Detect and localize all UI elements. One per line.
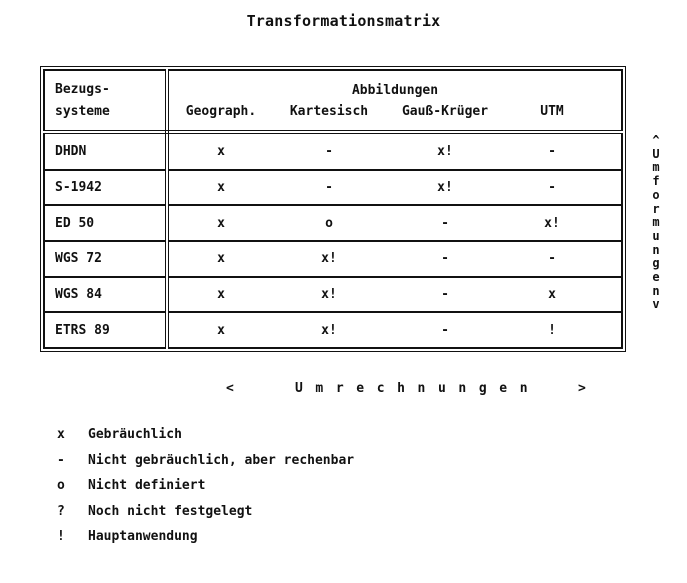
legend-symbol: x <box>57 427 65 442</box>
row-label-ed50: ED 50 <box>44 205 167 241</box>
header-row <box>44 70 622 132</box>
matrix-cell: x! <box>321 286 337 302</box>
matrix-cell: x <box>217 251 225 267</box>
legend-item <box>57 504 354 530</box>
row-label-wgs84: WGS 84 <box>44 277 167 313</box>
legend <box>57 427 354 555</box>
vertical-letter: U <box>652 146 660 161</box>
table-row <box>44 170 622 206</box>
vertical-letter: m <box>652 215 660 230</box>
reference-systems-header <box>44 70 167 132</box>
matrix-cell: - <box>441 286 449 302</box>
legend-item <box>57 427 354 453</box>
row-label-etrs89: ETRS 89 <box>44 312 167 348</box>
legend-symbol: o <box>57 478 65 493</box>
matrix-table <box>43 69 623 349</box>
vertical-letter: e <box>652 270 660 285</box>
legend-item <box>57 453 354 479</box>
matrix-cell: x! <box>437 180 453 196</box>
column-header-kartesisch: Kartesisch <box>289 103 369 119</box>
table-row <box>44 277 622 313</box>
matrix-cell: x <box>217 143 225 159</box>
vertical-label-umformungen <box>648 134 664 312</box>
matrix-cell: - <box>548 251 556 267</box>
row-label-dhdn: DHDN <box>44 132 167 170</box>
arrow-down-icon: v <box>652 297 660 312</box>
column-header-geograph: Geograph. <box>185 103 257 119</box>
vertical-letter: g <box>652 256 660 271</box>
column-header-gauss-krueger: Gauß-Krüger <box>401 103 489 119</box>
matrix-cell: x <box>548 286 556 302</box>
row-label-wgs72: WGS 72 <box>44 241 167 277</box>
table-row <box>44 132 622 170</box>
table-row <box>44 205 622 241</box>
matrix-cell: - <box>441 251 449 267</box>
legend-text: Gebräuchlich <box>88 427 182 442</box>
matrix-cell: - <box>548 180 556 196</box>
matrix-cell: o <box>325 215 333 231</box>
table-row <box>44 312 622 348</box>
legend-text: Noch nicht festgelegt <box>88 503 253 519</box>
row-label-s1942: S-1942 <box>44 170 167 206</box>
vertical-letter: n <box>652 242 660 257</box>
vertical-letter: m <box>652 160 660 175</box>
matrix-cell: - <box>325 180 333 196</box>
projections-group-label: Abbildungen <box>351 82 439 98</box>
table-row <box>44 241 622 277</box>
legend-symbol: ? <box>57 503 65 519</box>
arrow-right-icon: > <box>578 381 586 396</box>
matrix-cell: x <box>217 215 225 231</box>
header-left-line2: systeme <box>55 103 110 119</box>
matrix-cell: - <box>325 143 333 159</box>
horizontal-label-umrechnungen <box>0 381 687 399</box>
legend-item <box>57 529 354 555</box>
vertical-letter: r <box>652 201 660 216</box>
vertical-letter: f <box>652 174 660 189</box>
matrix-cell: x! <box>544 215 560 231</box>
matrix-cell: x! <box>437 143 453 159</box>
matrix-cell: x! <box>321 322 337 338</box>
legend-text: Nicht gebräuchlich, aber rechenbar <box>88 452 355 468</box>
matrix-cell: x <box>217 286 225 302</box>
matrix-cell: x <box>217 322 225 338</box>
page-title: Transformationsmatrix <box>246 12 441 30</box>
projections-header <box>167 70 622 132</box>
legend-text: Nicht definiert <box>88 478 206 493</box>
legend-text: Hauptanwendung <box>88 529 198 544</box>
matrix-cell: ! <box>548 322 556 338</box>
legend-symbol: - <box>57 452 65 468</box>
vertical-letter: n <box>652 283 660 298</box>
transformation-matrix <box>40 66 626 352</box>
vertical-letter: u <box>652 228 660 243</box>
vertical-letter: o <box>652 187 660 202</box>
header-left-line1: Bezugs- <box>55 81 110 97</box>
matrix-cell: - <box>441 322 449 338</box>
arrow-up-icon: ^ <box>652 133 660 147</box>
column-header-utm: UTM <box>540 103 564 119</box>
arrow-left-icon: < <box>226 381 234 396</box>
umrechnungen-label: Umrechnungen <box>295 381 541 396</box>
matrix-cell: x! <box>321 251 337 267</box>
matrix-cell: - <box>548 143 556 159</box>
matrix-cell: - <box>441 215 449 231</box>
legend-item <box>57 478 354 504</box>
legend-symbol: ! <box>57 529 65 544</box>
matrix-cell: x <box>217 180 225 196</box>
